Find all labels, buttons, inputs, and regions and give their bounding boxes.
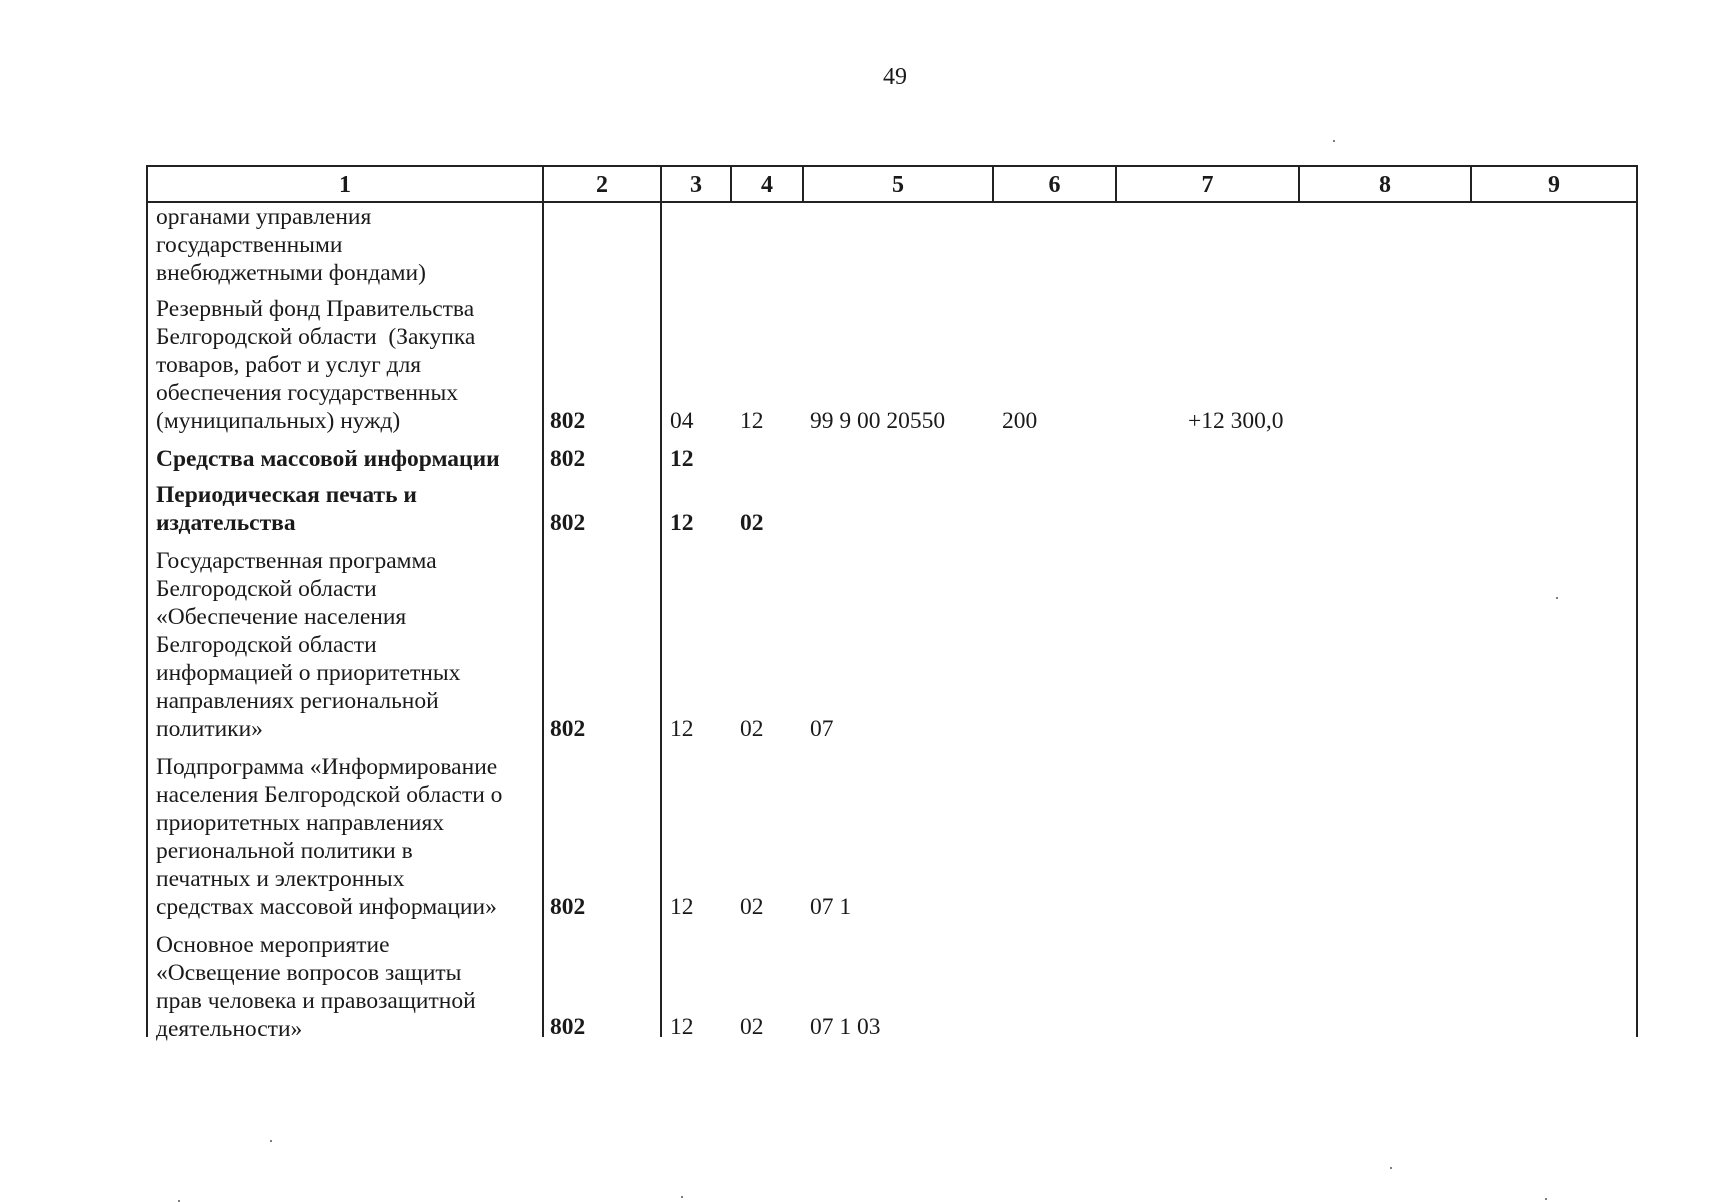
- column-divider: [660, 165, 662, 1037]
- scan-speck: [681, 1196, 683, 1198]
- row-name: Периодическая печать и издательства: [156, 482, 417, 536]
- row-name: Средства массовой информации: [156, 446, 500, 472]
- scan-speck: [1333, 140, 1335, 142]
- cell-col2: 802: [550, 446, 586, 472]
- column-header-4: 4: [761, 172, 773, 198]
- cell-col4: 02: [740, 716, 764, 742]
- cell-col5: 07: [810, 716, 834, 742]
- column-header-7: 7: [1201, 172, 1214, 198]
- cell-col3: 12: [670, 446, 694, 472]
- page-number: 49: [883, 64, 907, 90]
- table-top-border: [146, 165, 1638, 167]
- cell-col4: 12: [740, 408, 764, 434]
- cell-col3: 12: [670, 894, 694, 920]
- cell-col3: 12: [670, 716, 694, 742]
- cell-col2: 802: [550, 1014, 586, 1040]
- column-divider: [542, 165, 544, 1037]
- cell-col3: 04: [670, 408, 694, 434]
- cell-col5: 07 1 03: [810, 1014, 881, 1040]
- cell-col7: +12 300,0: [1188, 408, 1284, 434]
- column-header-5: 5: [892, 172, 904, 198]
- row-name: Основное мероприятие «Освещение вопросов защиты прав человека и правозащитной деятельности»: [156, 932, 476, 1042]
- cell-col2: 802: [550, 716, 586, 742]
- column-divider: [146, 165, 148, 1037]
- cell-col4: 02: [740, 894, 764, 920]
- column-header-3: 3: [690, 172, 702, 198]
- cell-col2: 802: [550, 408, 586, 434]
- scan-speck: [270, 1140, 272, 1142]
- cell-col2: 802: [550, 894, 586, 920]
- row-name: Подпрограмма «Информирование населения Белгородской области о приоритетных направлениях региональной политики в печатных и электронных средствах массовой информации»: [156, 754, 503, 920]
- cell-col3: 12: [670, 510, 694, 536]
- cell-col4: 02: [740, 1014, 764, 1040]
- column-header-1: 1: [339, 172, 351, 198]
- column-header-2: 2: [596, 172, 608, 198]
- row-name: органами управления государственными внебюджетными фондами): [156, 204, 426, 286]
- row-name: Резервный фонд Правительства Белгородской области (Закупка товаров, работ и услуг для обеспечения государственных (муниципальных) нужд): [156, 296, 476, 434]
- cell-col2: 802: [550, 510, 586, 536]
- column-header-8: 8: [1379, 172, 1391, 198]
- column-divider: [1636, 165, 1638, 1037]
- cell-col5: 99 9 00 20550: [810, 408, 946, 434]
- column-header-9: 9: [1548, 172, 1560, 198]
- cell-col6: 200: [1002, 408, 1038, 434]
- row-name: Государственная программа Белгородской области «Обеспечение населения Белгородской области информацией о приоритетных направлениях региональной политики»: [156, 548, 461, 742]
- scan-speck: [1390, 1167, 1392, 1169]
- cell-col4: 02: [740, 510, 764, 536]
- column-header-6: 6: [1048, 172, 1061, 198]
- budget-table: [146, 165, 1638, 1042]
- cell-col5: 07 1: [810, 894, 852, 920]
- cell-col3: 12: [670, 1014, 694, 1040]
